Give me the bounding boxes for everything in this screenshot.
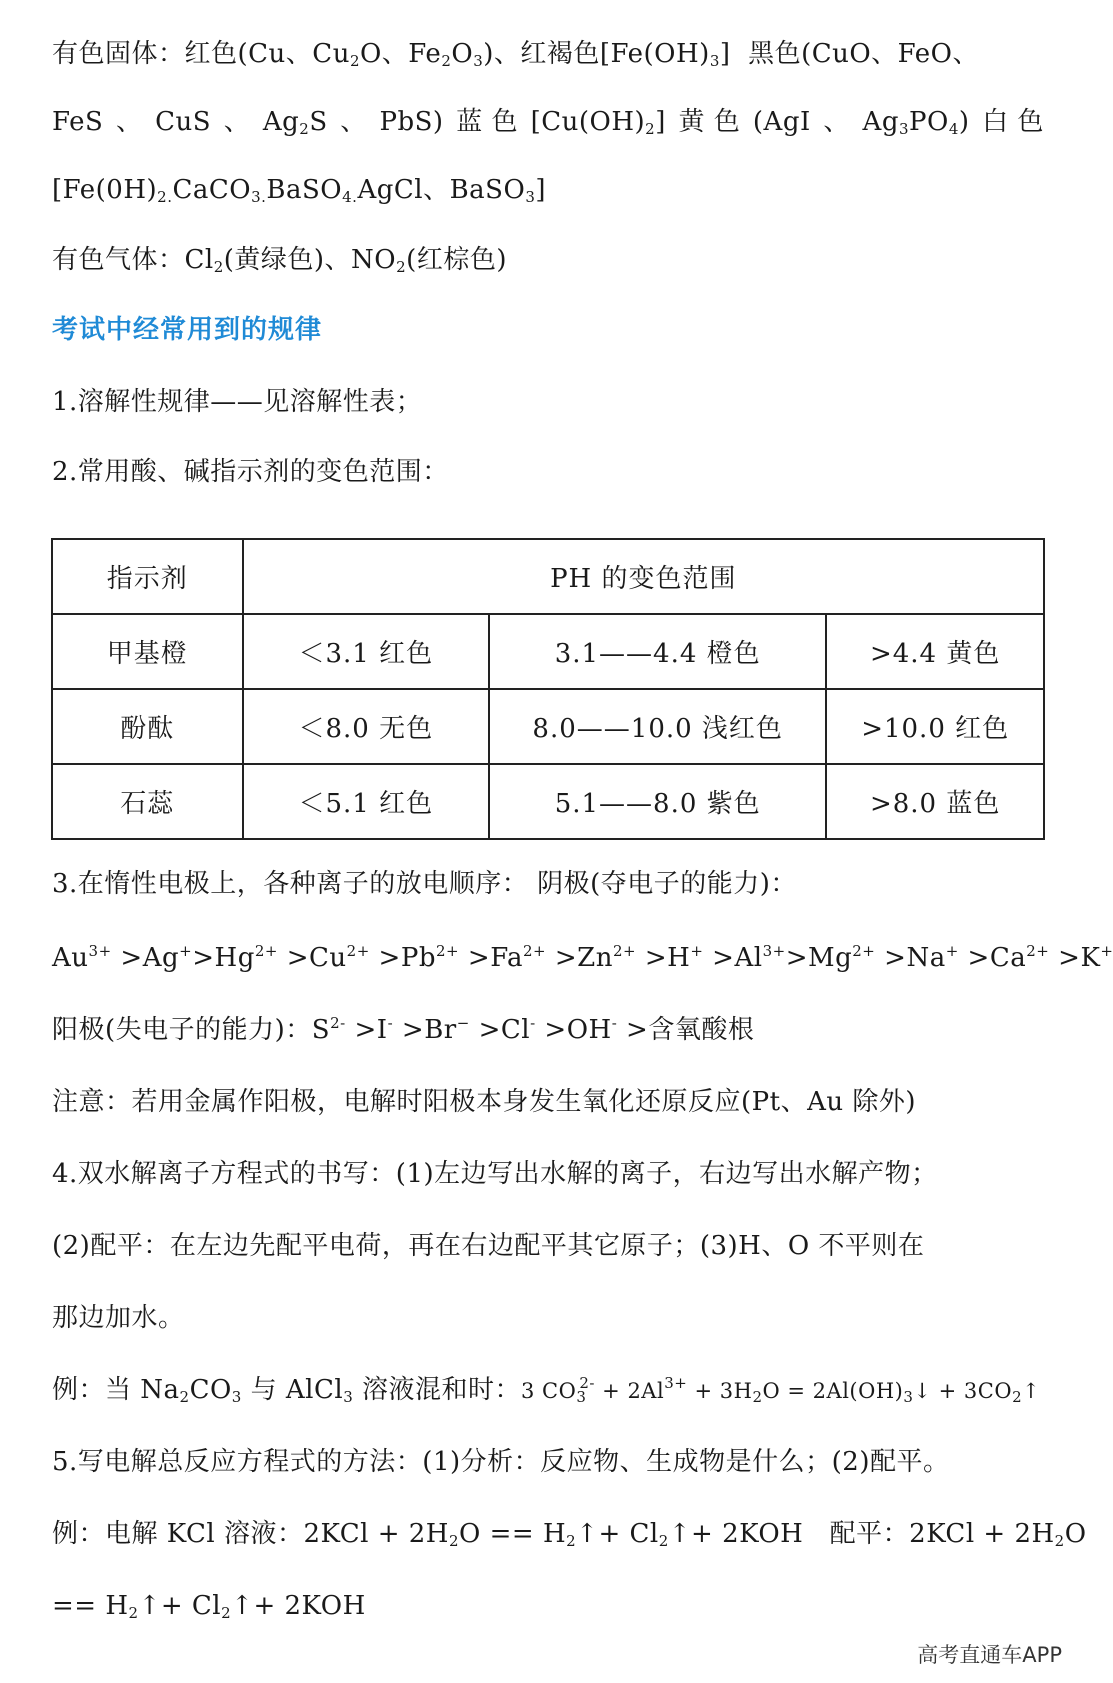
indicator-name: 甲基橙 (52, 614, 243, 689)
text: AgCl、BaSO (357, 175, 526, 205)
order-separator: > (459, 943, 491, 973)
text: [Fe(0H) (52, 175, 158, 205)
ion-charge: 2+ (254, 942, 278, 960)
text: 、 (115, 107, 143, 137)
ion-charge: + (1100, 942, 1113, 960)
charge: - (387, 1014, 394, 1032)
text-black: 黑色(CuO、FeO、 (748, 39, 979, 69)
ion-charge: + (690, 942, 704, 960)
text: 溶液混和时： (353, 1375, 521, 1405)
ion-charge: 2+ (612, 942, 637, 960)
sup: 3+ (664, 1374, 688, 1392)
sub: 4 (948, 120, 959, 138)
text: PO (909, 107, 949, 137)
text: O (1064, 1519, 1087, 1549)
text: CO (189, 1375, 232, 1405)
ion-charge: 2+ (1026, 942, 1050, 960)
ion-charge: 2+ (852, 942, 876, 960)
charge: − (456, 1014, 470, 1032)
text-red-brown: 红褐色[Fe(OH) (520, 39, 710, 69)
text: O (451, 39, 474, 69)
header-indicator: 指示剂 (52, 539, 243, 614)
sub: 2 (213, 258, 224, 276)
text: + 2Al (595, 1379, 665, 1403)
ion-charge: 3+ (88, 942, 112, 960)
sub: 3 (525, 188, 536, 206)
sub: 3 (231, 1388, 242, 1406)
text: ] (719, 39, 731, 69)
sub: 2 (396, 258, 407, 276)
rule-3: 3.在惰性电极上，各种离子的放电顺序： 阴极(夺电子的能力)： (52, 869, 797, 899)
text: ↑+ 2KOH 配平：2KCl + 2H (668, 1519, 1055, 1549)
sub: 3 (709, 52, 720, 70)
example-2-line-2 (52, 1588, 366, 1624)
cathode-ion: Mg (808, 943, 853, 973)
sub: 2 (179, 1388, 190, 1406)
range-low: ＜3.1 红色 (243, 614, 489, 689)
sub: 3 (576, 1388, 587, 1406)
order-separator: > (703, 943, 735, 973)
ion-charge: 2+ (522, 942, 547, 960)
cathode-ion: Pb (400, 943, 436, 973)
text: PbS) (379, 107, 444, 137)
ion-charge: + (945, 942, 959, 960)
range-mid: 3.1——4.4 橙色 (489, 614, 826, 689)
charge: - (611, 1014, 618, 1032)
sub: 4. (342, 188, 358, 206)
ion-charge: 2+ (346, 942, 370, 960)
example-1 (52, 1372, 1040, 1409)
text: ↑+ Cl (576, 1519, 659, 1549)
sub: 2 (658, 1532, 669, 1550)
sub: 3. (251, 188, 267, 206)
sub: 2 (1054, 1532, 1065, 1550)
text: O == H (459, 1519, 567, 1549)
sub: 2 (1012, 1388, 1023, 1406)
indicator-name: 酚酞 (52, 689, 243, 764)
cathode-ion: Ca (989, 943, 1027, 973)
order-separator: > (636, 943, 668, 973)
rule-2: 2.常用酸、碱指示剂的变色范围： (52, 457, 449, 487)
rule-5: 5.写电解总反应方程式的方法：(1)分析：反应物、生成物是什么；(2)配平。 (52, 1447, 950, 1477)
text: Ag (862, 107, 899, 137)
range-mid: 5.1——8.0 紫色 (489, 764, 826, 839)
order-separator: > (111, 943, 143, 973)
text: 例：当 Na (52, 1375, 180, 1405)
text: CaCO (172, 175, 252, 205)
cathode-ion: Ag (142, 943, 180, 973)
anode-label: 阳极(失电子的能力)： (52, 1015, 312, 1045)
order-separator: > (1049, 943, 1081, 973)
text: 黄 色 (678, 107, 741, 137)
text: S (309, 107, 328, 137)
sub: 2 (645, 120, 656, 138)
range-low: ＜8.0 无色 (243, 689, 489, 764)
order-separator: > (546, 943, 578, 973)
rule-4-line-3: 那边加水。 (52, 1303, 185, 1333)
cathode-ion: Hg (214, 943, 255, 973)
colored-solids-line-3 (52, 172, 546, 208)
text: ↑+ Cl (138, 1591, 222, 1621)
text: O、Fe (359, 39, 442, 69)
sub: 2 (221, 1604, 232, 1622)
ion: S (311, 1015, 331, 1045)
sub: 3 (343, 1388, 354, 1406)
text: == H (52, 1591, 129, 1621)
note: 注意：若用金属作阳极，电解时阳极本身发生氧化还原反应(Pt、Au 除外) (52, 1087, 917, 1117)
watermark: 高考直通车APP (917, 1643, 1062, 1667)
order-separator: > (369, 943, 401, 973)
cathode-ion: Au (52, 943, 89, 973)
rule-1: 1.溶解性规律——见溶解性表； (52, 387, 423, 417)
example-2-line-1 (52, 1516, 1087, 1552)
equation (521, 1374, 1041, 1406)
range-high: >4.4 黄色 (826, 614, 1044, 689)
sub: 2 (128, 1604, 139, 1622)
ion-charge: 3+ (762, 942, 786, 960)
text: + 3H (687, 1379, 753, 1403)
text: 白 色 (982, 107, 1044, 137)
text: (红棕色) (406, 245, 507, 275)
charge: 2- (330, 1014, 346, 1032)
text: O = 2Al(OH) (762, 1379, 904, 1403)
text: [Cu(OH) (530, 107, 646, 137)
text: (黄绿色)、NO (223, 245, 397, 275)
range-low: ＜5.1 红色 (243, 764, 489, 839)
text: 与 AlCl (241, 1375, 344, 1405)
cathode-ion: Cu (309, 943, 347, 973)
indicator-name: 石蕊 (52, 764, 243, 839)
range-high: >8.0 蓝色 (826, 764, 1044, 839)
sub: 2 (441, 52, 452, 70)
ion: >Br (393, 1015, 457, 1045)
text: 、 (340, 107, 367, 137)
text: 例：电解 KCl 溶液：2KCl + 2H (52, 1519, 449, 1549)
cathode-ion: K (1080, 943, 1101, 973)
ion-charge: + (179, 942, 193, 960)
ion-charge: 2+ (436, 942, 460, 960)
text: >含氧酸根 (617, 1015, 755, 1045)
section-heading: 考试中经常用到的规律 (52, 315, 323, 345)
text: ) (958, 107, 970, 137)
ion: >Cl (469, 1015, 531, 1045)
text: FeS (52, 107, 104, 137)
table-row (52, 689, 1044, 764)
indicator-table (51, 538, 1045, 840)
text: ↑ (1022, 1379, 1041, 1403)
colored-solids-line-1 (52, 36, 979, 72)
sub: 2 (299, 120, 310, 138)
text: )、 (483, 39, 521, 69)
text: CuS (155, 107, 212, 137)
text: Ag (262, 107, 300, 137)
cathode-ion: Fa (490, 943, 523, 973)
text (531, 104, 666, 140)
order-separator: > (958, 943, 990, 973)
text: 、 (823, 107, 850, 137)
rule-4-line-2: (2)配平：在左边先配平电荷，再在右边配平其它原子；(3)H、O 不平则在 (52, 1231, 925, 1261)
rule-4-line-1: 4.双水解离子方程式的书写：(1)左边写出水解的离子，右边写出水解产物； (52, 1159, 938, 1189)
order-separator: > (192, 943, 215, 973)
table-row (52, 614, 1044, 689)
range-mid: 8.0——10.0 浅红色 (489, 689, 826, 764)
ion: >OH (535, 1015, 612, 1045)
header-range: PH 的变色范围 (243, 539, 1044, 614)
text: 、 (223, 107, 251, 137)
text: ↓ + 3CO (913, 1379, 1013, 1403)
text: 有色气体：Cl (52, 245, 214, 275)
sub: 2 (448, 1532, 460, 1550)
cathode-ion: Al (734, 943, 763, 973)
cathode-ion: Zn (577, 943, 613, 973)
anode-series (52, 1012, 754, 1048)
sub: 3 (903, 1388, 914, 1406)
order-separator: > (875, 943, 907, 973)
text: BaSO (266, 175, 343, 205)
ion: >I (345, 1015, 388, 1045)
sub: 3 (898, 120, 910, 138)
colored-gases-line (52, 242, 507, 278)
text: ] (535, 175, 547, 205)
table-row (52, 764, 1044, 839)
sub: 2. (157, 188, 173, 206)
text: 3 CO (521, 1379, 577, 1403)
charge: - (530, 1014, 536, 1032)
text: ↑+ 2KOH (231, 1591, 366, 1621)
text: (AgI (752, 107, 811, 137)
colored-solids-label: 有色固体： (52, 39, 185, 69)
text: ] (655, 107, 666, 137)
text (263, 104, 328, 140)
text-red: 红色(Cu、Cu (184, 39, 350, 69)
text: 蓝 色 (456, 107, 518, 137)
cathode-ion: Na (906, 943, 946, 973)
sup: 2- (579, 1374, 595, 1392)
colored-solids-line-2 (52, 104, 1044, 140)
table-header-row (52, 539, 1044, 614)
cathode-series (52, 940, 1113, 976)
sub: 2 (349, 52, 360, 70)
sub: 3 (473, 52, 484, 70)
range-high: >10.0 红色 (826, 689, 1044, 764)
text (863, 104, 970, 140)
sub: 2 (752, 1388, 763, 1406)
order-separator: > (277, 943, 310, 973)
sub: 2 (566, 1532, 577, 1550)
cathode-ion: H (667, 943, 691, 973)
order-separator: > (785, 943, 808, 973)
